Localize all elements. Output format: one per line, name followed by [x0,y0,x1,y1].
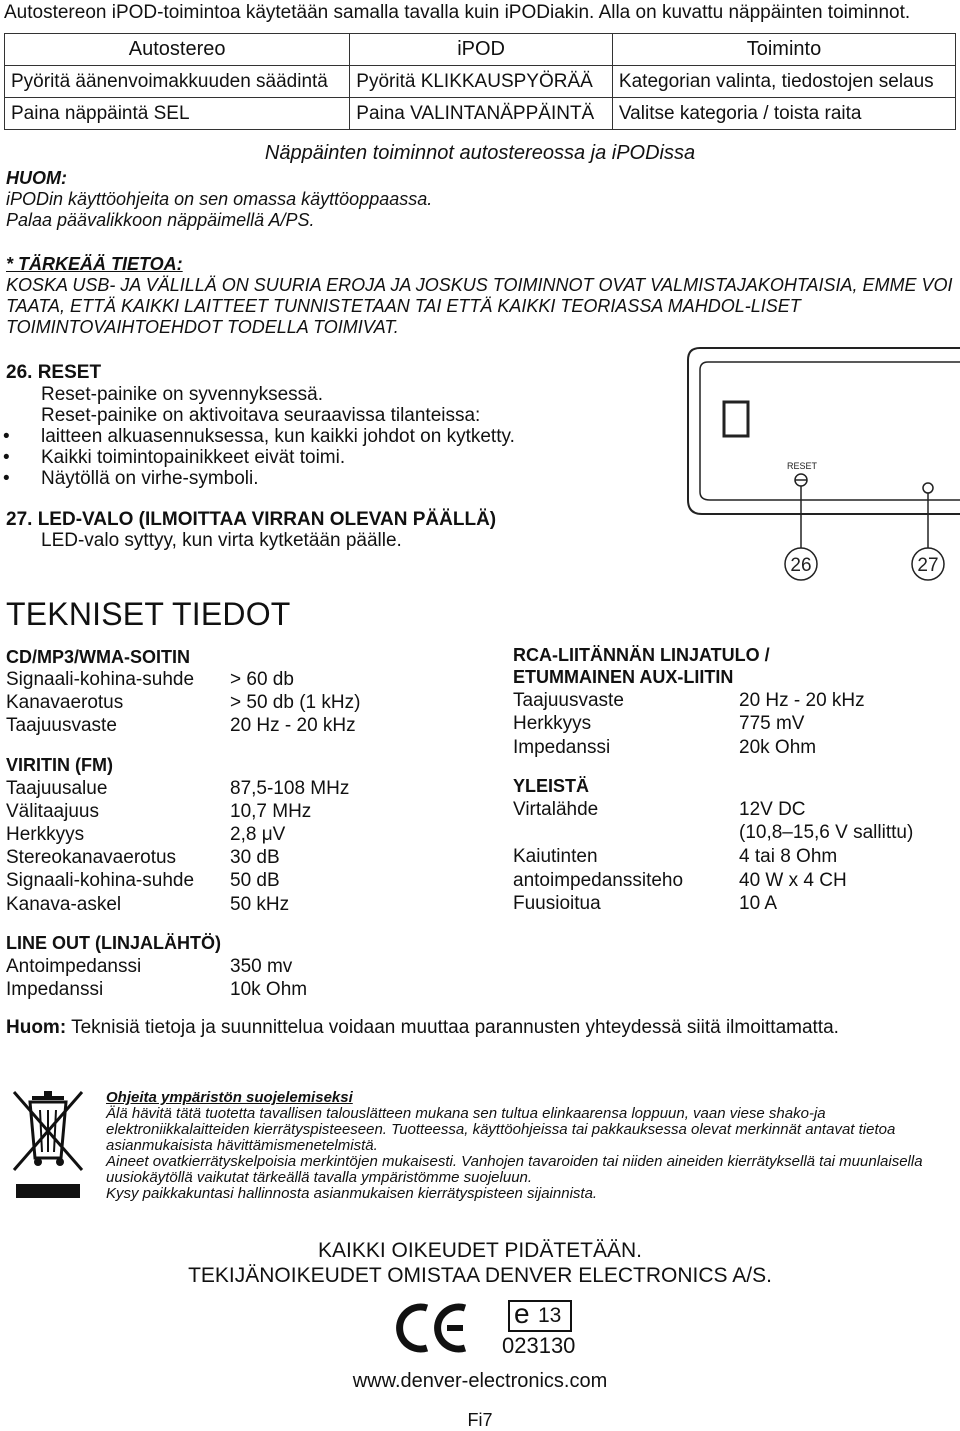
spec-value: 350 mv [230,956,293,977]
spec-label: Herkkyys [513,713,592,734]
device-slot [724,402,748,436]
spec-label: Stereokanavaerotus [6,847,177,868]
spec-value: > 50 db (1 kHz) [230,692,361,713]
spec-value: > 60 db [230,669,294,690]
specs-title: TEKNISET TIEDOT [6,596,291,632]
table-cell: Valitse kategoria / toista raita [612,98,955,130]
table-cell: Paina VALINTANÄPPÄINTÄ [350,98,613,130]
spec-value: 40 W x 4 CH [739,870,847,891]
spec-value: 12V DC [739,799,806,820]
spec-value: 10 A [739,893,778,914]
ce-mark-icon [393,1302,469,1354]
spec-note [6,1017,839,1039]
table-cell: Kategorian valinta, tiedostojen selaus [612,66,955,98]
device-outline [688,348,960,514]
list-item: • Näytöllä on virhe-symboli. [41,468,259,489]
spec-label: Virtalähde [513,799,599,820]
spec-label: Impedanssi [6,979,104,1000]
spec-label: Antoimpedanssi [6,956,142,977]
table-row [5,66,956,98]
device-diagram [680,340,960,590]
reset-line: Reset-painike on syvennyksessä. [41,384,323,405]
important-notice [6,254,956,338]
reset-section [6,362,101,383]
keys-table [4,33,956,130]
spec-value: 10k Ohm [230,979,308,1000]
table-row [5,98,956,130]
environment-paragraph: Älä hävitä tätä tuotetta tavallisen talouslätteen mukana sen tultua elinkaarensa loppuun, vaan viese shako-ja elektroniikkalaitteiden kierrätyspisteeseen. Tuotteessa, käyttöohjeissa tai pakkauksessa olevat merkinnät antavat tietoa asianmukaisista hävittämismenetelmistä. [106,1105,896,1154]
website-url: www.denver-electronics.com [352,1370,608,1392]
section-title: LED-VALO (ILMOITTAA VIRRAN OLEVAN PÄÄLLÄ) [37,509,497,530]
table-cell: Paina näppäintä SEL [5,98,350,130]
spec-label: Kanavaerotus [6,692,124,713]
table-caption: Näppäinten toiminnot autostereossa ja iPODissa [264,142,696,164]
section-number: 26. [6,362,33,383]
spec-value: 10,7 MHz [230,801,312,822]
e-mark-number: 13 [538,1304,562,1327]
spec-label: Taajuusvaste [513,690,624,711]
table-header: Toiminto [612,34,955,66]
spec-value: 50 kHz [230,894,290,915]
spec-value: 775 mV [739,713,805,734]
spec-value: 20k Ohm [739,737,817,758]
table-header: iPOD [350,34,613,66]
important-text: KOSKA USB- JA VÄLILLÄ ON SUURIA EROJA JA JOSKUS TOIMINNOT OVAT VALMISTAJAKOHTAISIA, EMME VOI TAATA, ETTÄ KAIKKI LAITTEET TUNNISTETAAN TAI ETTÄ KAIKKI TEORIASSA MAHDOL-LISET TOIMINTOVAIHTOEHDOT TODELLA TOIMIVAT. [6,275,953,337]
intro-text: Autostereon iPOD-toimintoa käytetään samalla tavalla kuin iPODiakin. Alla on kuvattu näppäinten toiminnot. [4,2,911,23]
spec-value: (10,8–15,6 V sallittu) [739,822,914,843]
spec-value: 20 Hz - 20 kHz [230,715,356,736]
table-cell: Pyöritä äänenvoimakkuuden säädintä [5,66,350,98]
spec-heading: VIRITIN (FM) [6,755,113,775]
led-line: LED-valo syttyy, kun virta kytketään päälle. [41,530,402,551]
spec-note-text: Teknisiä tietoja ja suunnittelua voidaan muuttaa parannusten yhteydessä siitä ilmoittamatta. [66,1017,839,1038]
spec-label: Taajuusvaste [6,715,117,736]
note-line: iPODin käyttöohjeita on sen omassa käyttöoppaassa. [6,189,433,209]
spec-label: Taajuusalue [6,778,108,799]
section-title: RESET [37,362,102,383]
led-section [6,509,496,530]
table-cell: Pyöritä KLIKKAUSPYÖRÄÄ [350,66,613,98]
device-inner-outline [700,362,960,500]
important-title: * TÄRKEÄÄ TIETOA: [6,254,183,274]
spec-value: 20 Hz - 20 kHz [739,690,865,711]
spec-label: antoimpedanssiteho [513,870,684,891]
callout-27-label: 27 [917,555,939,576]
section-number: 27. [6,509,33,530]
spec-label: Fuusioitua [513,893,601,914]
spec-note-label: Huom: [6,1017,67,1038]
spec-label: Välitaajuus [6,801,99,822]
callout-26-label: 26 [790,555,812,576]
rights-line: TEKIJÄNOIKEUDET OMISTAA DENVER ELECTRONICS A/S. [188,1264,772,1287]
environment-paragraph: Kysy paikkakuntasi hallinnosta asianmukaisen kierrätyspisteen sijainnista. [106,1185,598,1202]
led-icon [923,483,933,493]
spec-value: 30 dB [230,847,280,868]
e-mark-icon [508,1300,572,1332]
weee-bin-icon [10,1088,86,1204]
page-number: Fi7 [467,1410,493,1430]
spec-value: 87,5-108 MHz [230,778,350,799]
note-line: Palaa päävalikkoon näppäimellä A/PS. [6,210,315,230]
reset-label: RESET [787,461,818,471]
environment-paragraph: Aineet ovatkierrätyskelpoisia merkintöjen mukaisesti. Vanhojen tavaroiden tai niiden aineiden kierrätyksellä tai muunlaisella uusiokäytöllä vaikutat tärkeällä tavalla ympäristömme suojeluun. [106,1153,923,1186]
spec-heading: LINE OUT (LINJALÄHTÖ) [6,933,221,953]
spec-label: Signaali-kohina-suhde [6,669,195,690]
list-item: • laitteen alkuasennuksessa, kun kaikki johdot on kytketty. [41,426,515,447]
spec-heading: RCA-LIITÄNNÄN LINJATULO / [513,645,770,665]
spec-value: 50 dB [230,870,280,891]
spec-label: Impedanssi [513,737,611,758]
table-header-row [5,34,956,66]
environment-title: Ohjeita ympäristön suojelemiseksi [106,1089,353,1106]
spec-value: 2,8 μV [230,824,286,845]
spec-heading: ETUMMAINEN AUX-LIITIN [513,667,734,687]
environment-notice [106,1090,956,1202]
table-header: Autostereo [5,34,350,66]
note-title: HUOM: [6,168,67,188]
list-item: • Kaikki toimintopainikkeet eivät toimi. [41,447,345,468]
spec-label: Signaali-kohina-suhde [6,870,195,891]
spec-label: Kaiutinten [513,846,598,867]
certification-number: 023130 [502,1333,576,1358]
spec-value: 4 tai 8 Ohm [739,846,838,867]
reset-line: Reset-painike on aktivoitava seuraavissa tilanteissa: [41,405,481,426]
e-mark-letter: e [514,1298,530,1329]
spec-heading: CD/MP3/WMA-SOITIN [6,647,190,667]
spec-heading: YLEISTÄ [513,776,590,796]
spec-label: Kanava-askel [6,894,122,915]
rights-line: KAIKKI OIKEUDET PIDÄTETÄÄN. [317,1239,643,1262]
spec-label: Herkkyys [6,824,85,845]
